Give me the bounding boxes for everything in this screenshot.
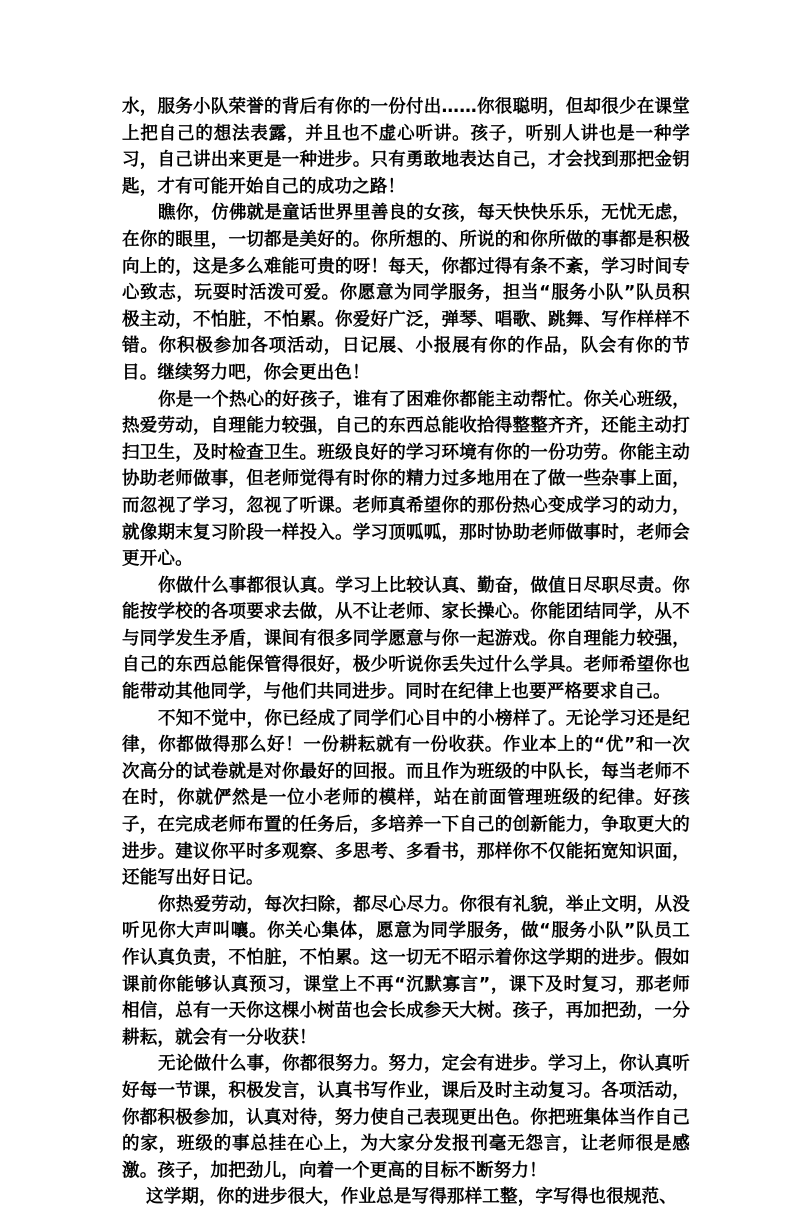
document-page: [122, 94, 690, 1211]
paragraph-1: 水，服务小队荣誉的背后有你的一份付出……你很聪明，但却很少在课堂上把自己的想法表露，并且也不虚心听讲。孩子，听别人讲也是一种学习，自己讲出来更是一种进步。只有勇敢地表达自己，才会找到那把金钥匙，才有可能开始自己的成功之路！: [122, 97, 690, 197]
paragraph-8: 这学期，你的进步很大，作业总是写得那样工整，字写得也很规范、: [146, 1187, 677, 1208]
paragraph-7: 无论做什么事，你都很努力。努力，定会有进步。学习上，你认真听好每一节课，积极发言，认真书写作业，课后及时主动复习。各项活动，你都积极参加，认真对待，努力使自己表现更出色。你把班集体当作自己的家，班级的事总挂在心上，为大家分发报刊毫无怨言，让老师很是感激。孩子，加把劲儿，向着一个更高的目标不断努力！: [122, 1054, 690, 1181]
paragraph-5: 不知不觉中，你已经成了同学们心目中的小榜样了。无论学习还是纪律，你都做得那么好！一份耕耘就有一份收获。作业本上的“优”和一次次高分的试卷就是对你最好的回报。而且作为班级的中队长，每当老师不在时，你就俨然是一位小老师的模样，站在前面管理班级的纪律。好孩子，在完成老师布置的任务后，多培养一下自己的创新能力，争取更大的进步。建议你平时多观察、多思考、多看书，那样你不仅能拓宽知识面，还能写出好日记。: [122, 708, 690, 889]
paragraph-3: 你是一个热心的好孩子，谁有了困难你都能主动帮忙。你关心班级，热爱劳动，自理能力较强，自己的东西总能收拾得整整齐齐，还能主动打扫卫生，及时检查卫生。班级良好的学习环境有你的一份功劳。你能主动协助老师做事，但老师觉得有时你的精力过多地用在了做一些杂事上面，而忽视了学习，忽视了听课。老师真希望你的那份热心变成学习的动力，就像期末复习阶段一样投入。学习顶呱呱，那时协助老师做事时，老师会更开心。: [122, 389, 690, 570]
paragraph-2: 瞧你，仿佛就是童话世界里善良的女孩，每天快快乐乐，无忧无虑，在你的眼里，一切都是美好的。你所想的、所说的和你所做的事都是积极向上的，这是多么难能可贵的呀！每天，你都过得有条不紊，学习时间专心致志，玩耍时活泼可爱。你愿意为同学服务，担当“服务小队”队员积极主动，不怕脏，不怕累。你爱好广泛，弹琴、唱歌、跳舞、写作样样不错。你积极参加各项活动，日记展、小报展有你的作品，队会有你的节目。继续努力吧，你会更出色！: [122, 203, 690, 383]
paragraph-6: 你热爱劳动，每次扫除，都尽心尽力。你很有礼貌，举止文明，从没听见你大声叫嚷。你关心集体，愿意为同学服务，做“服务小队”队员工作认真负责，不怕脏，不怕累。这一切无不昭示着你这学期的进步。假如课前你能够认真预习，课堂上不再“沉默寡言”，课下及时复习，那老师相信，总有一天你这棵小树苗也会长成参天大树。孩子，再加把劲，一分耕耘，就会有一分收获！: [122, 894, 690, 1048]
paragraph-4: 你做什么事都很认真。学习上比较认真、勤奋，做值日尽职尽责。你能按学校的各项要求去做，从不让老师、家长操心。你能团结同学，从不与同学发生矛盾，课间有很多同学愿意与你一起游戏。你自理能力较强，自己的东西总能保管得很好，极少听说你丢失过什么学具。老师希望你也能带动其他同学，与他们共同进步。同时在纪律上也要严格要求自己。: [122, 575, 690, 703]
